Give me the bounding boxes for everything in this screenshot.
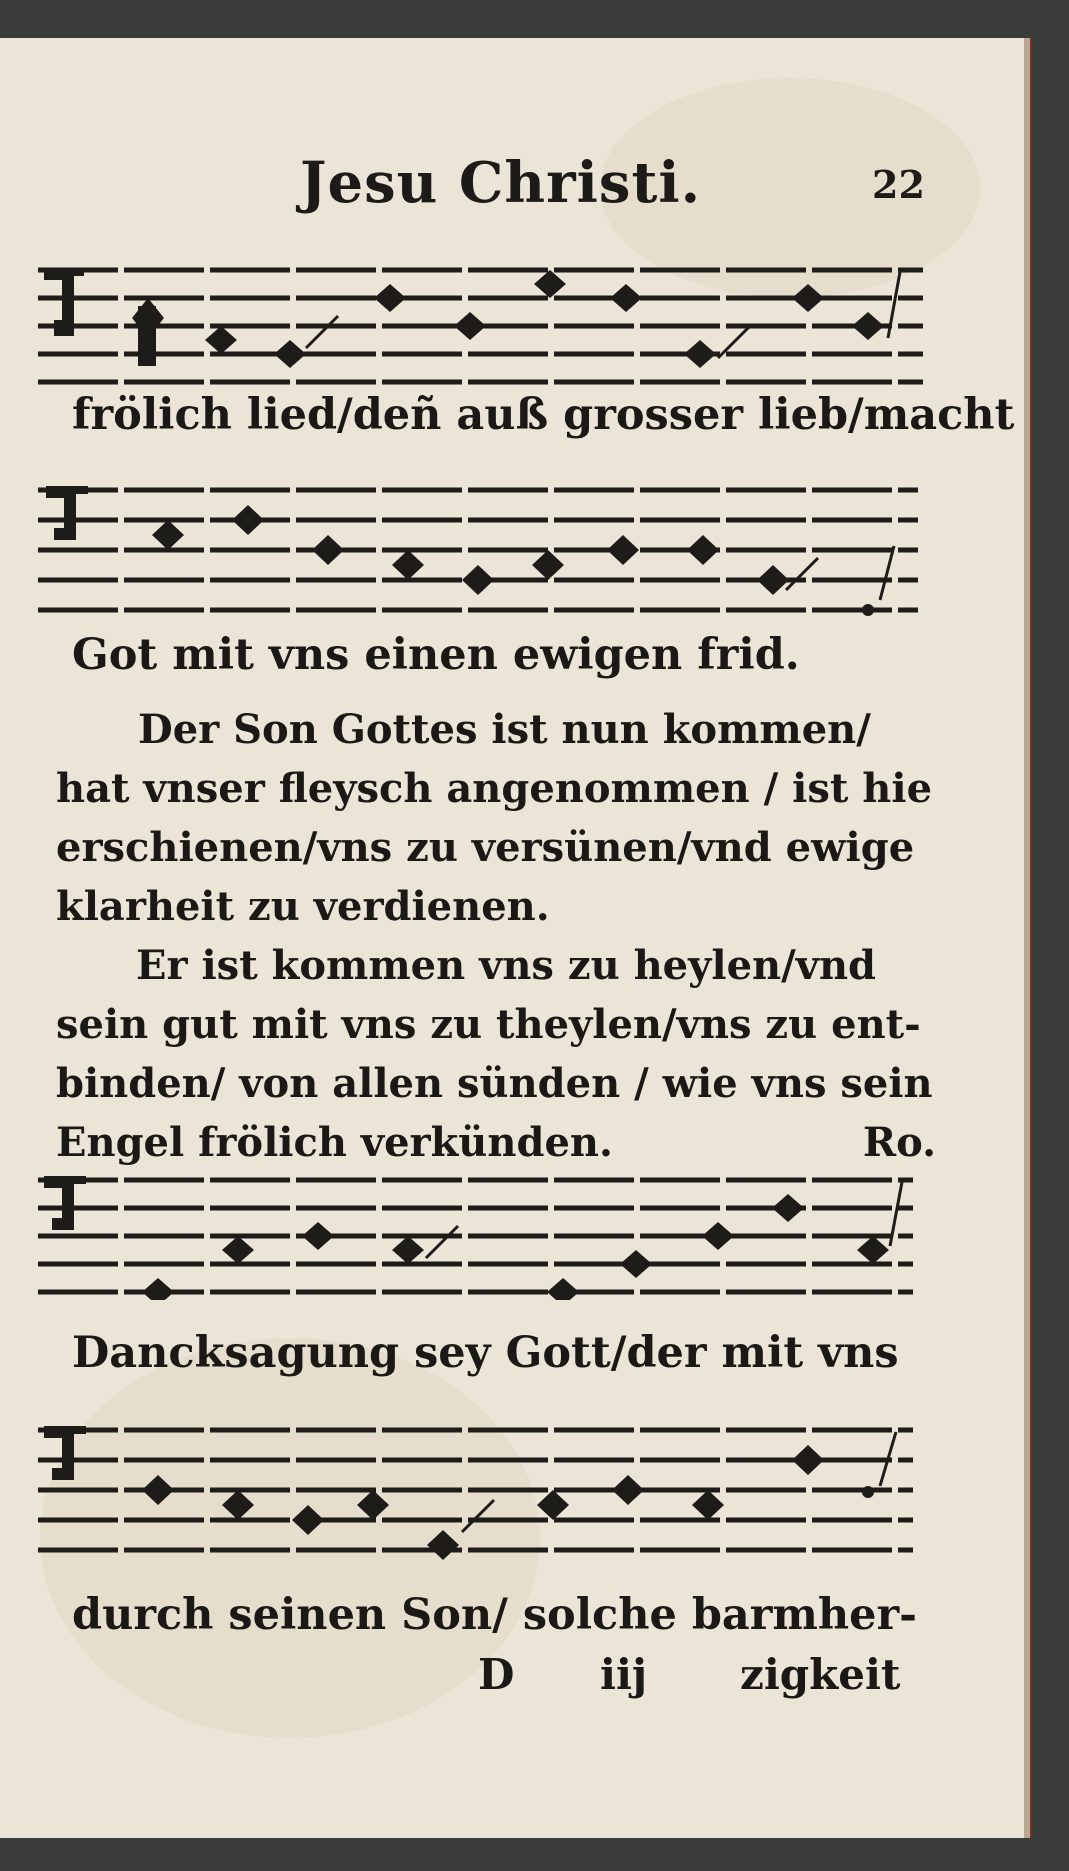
text-line: erschienen/vns zu versünen/vnd ewige — [56, 824, 915, 871]
text-line: sein gut mit vns zu theylen/vns zu ent- — [56, 1001, 921, 1048]
text-line — [56, 1113, 936, 1172]
lyric-line: frölich lied/deñ auß grosser lieb/macht — [72, 390, 1015, 440]
catchword: zigkeit — [740, 1650, 901, 1699]
music-staff — [38, 480, 928, 620]
text-line-content: Engel frölich verkünden. — [56, 1119, 613, 1166]
signature-mark: D — [478, 1650, 515, 1699]
text-line: Der Son Gottes ist nun kommen/ — [138, 706, 871, 753]
music-staff — [38, 1420, 928, 1560]
text-line: hat vnser fleysch angenommen / ist hie — [56, 765, 933, 812]
music-staff — [38, 1170, 928, 1300]
scan-background — [0, 0, 1069, 38]
running-title: Jesu Christi. — [300, 150, 702, 216]
music-staff — [38, 258, 928, 388]
page-header — [0, 150, 1030, 230]
text-line: binden/ von allen sünden / wie vns sein — [56, 1060, 933, 1107]
text-line: klarheit zu verdienen. — [56, 883, 550, 930]
lyric-line: Dancksagung sey Gott/der mit vns — [72, 1328, 899, 1378]
prose-paragraph — [56, 700, 936, 936]
lyric-line: Got mit vns einen ewigen frid. — [72, 630, 800, 680]
signature-number: iij — [600, 1650, 648, 1699]
refrain-marker: Ro. — [862, 1119, 936, 1166]
page-number: 22 — [872, 162, 925, 207]
text-line: Er ist kommen vns zu heylen/vnd — [136, 942, 876, 989]
lyric-line: durch seinen Son/ solche barmher- — [72, 1590, 918, 1640]
prose-paragraph — [56, 936, 936, 1172]
catchline — [0, 1650, 1030, 1710]
